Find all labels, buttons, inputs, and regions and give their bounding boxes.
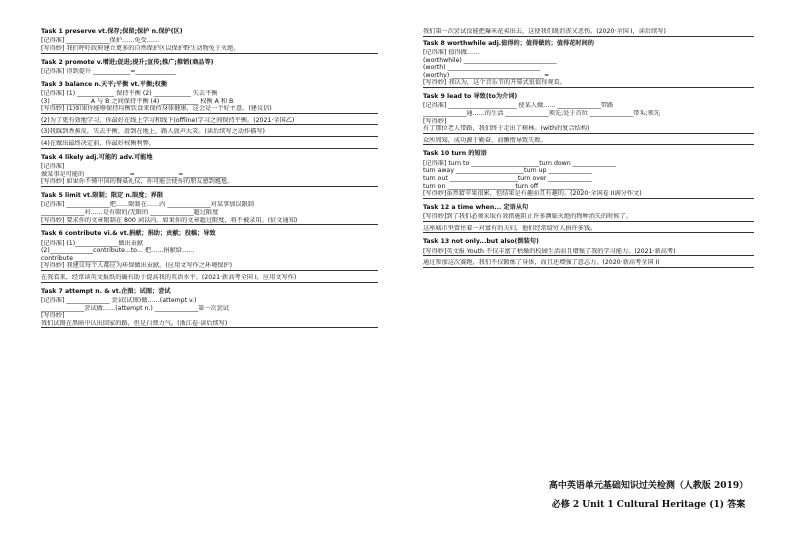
task-4	[41, 154, 378, 187]
task-line: [写得妙]到了我们必须采取有效措施阻止许多濒临灭绝的物种消失的时候了。	[423, 213, 754, 222]
task-line: 做某事是可能的 ______________=______________=______________	[41, 170, 227, 178]
task-title: Task 1 preserve vt.保存;保留;保护 n.保护(区)	[41, 28, 183, 35]
task-line: [记得准] 得到提升 ____________=_____________	[41, 68, 176, 76]
task-line: (worthwhile) ______________________________	[423, 56, 557, 64]
task-line: 通过参加这次赛跑，我们不仅锻炼了身体，而且还增强了意志力。(2020·新高考全国 I)	[423, 259, 754, 268]
task-12	[423, 204, 754, 234]
task-7	[41, 288, 378, 329]
task-title: Task 13 not only...but also(倒装句)	[423, 238, 539, 246]
task-line: [记得准] ______________________ 使某人做…… ______________带路	[423, 102, 614, 110]
task-line: [写得妙] 我建议每个人都应为环保做出贡献。(应用文写作之环境保护)	[41, 262, 378, 271]
document-subtitle: 必修 2 Unit 1 Cultural Heritage (1) 答案	[551, 499, 746, 510]
task-line: [记得准] ______________把……限制在……内 ______________对某事加以限制	[41, 201, 254, 209]
task-line: [写得妙] 我认为，这个音乐节的开幕式很值得观看。	[423, 79, 754, 88]
task-line: (worthy) ______________________________=	[423, 71, 550, 79]
task-line: 在我看来，经常读英文报纸的确有助于提高我的英语水平。(2021·新高考全国 I，应用文写作)	[41, 274, 378, 283]
task-title: Task 7 attempt n. & vt.企图；试图；尝试	[41, 287, 171, 295]
task-line: [写得妙] 如果你不懂中国的餐桌礼仪，你可能会使你的朋友感到尴尬。	[41, 178, 378, 187]
task-line: 有了那位老人带路，我们终于走出了树林。(with的复合结构)	[423, 125, 754, 134]
task-line: (3)我踩到香蕉皮，失去平衡，滑到在地上，路人放声大笑。(读后续写之动作描写)	[41, 128, 378, 137]
task-title: Task 9 lead to 导致(to为介词)	[423, 93, 518, 100]
task-line: (2)______________contribute...to... 把……捐献给……	[41, 247, 195, 255]
task-line: ______________尝试做……(attempt n.) ______________第一次尝试	[41, 304, 229, 312]
task-1	[41, 28, 378, 54]
task-title: Task 2 promote v.增进;促进;提升;宣传;推广;推销(商品等)	[41, 58, 214, 66]
answer-title-block	[423, 481, 754, 511]
task-title: Task 12 a time when... 定语从句	[423, 203, 529, 211]
task-line: 这座城市里曾住着一对富有的夫妇，他们经常给穷人捐许多钱。	[423, 225, 754, 234]
task-8	[423, 40, 754, 88]
task-line: (worth) ______________________________	[423, 64, 541, 72]
task-line: [记得准] turn to ______________________turn down ______________	[423, 159, 616, 167]
task-line: [写得妙]	[423, 117, 447, 125]
task-line: [写得妙] (1)如果你能够保持均衡饮食来保持身体健康，这会是一个好主意。(建议信)	[41, 105, 378, 114]
task-line: 众所周知，成功源于勤奋，而懒惰导致失败。	[423, 137, 754, 146]
task-title: Task 6 contribute vi.& vt.捐献；捐助；贡献；投稿；导致	[41, 230, 216, 238]
task-line: (2)为了更有效地学习，你最好在线上学习和线下(offline)学习之间保持平衡。(2021·全国乙)	[41, 117, 378, 126]
task-line: (4)在做出最终决定前，你最好权衡利弊。	[41, 140, 378, 149]
task-line: [记得准] ______________保护……免受……	[41, 37, 160, 45]
task-title: Task 8 worthwhile adj.值得的；值得做的；值得花时间的	[423, 39, 594, 47]
task-line: [写得妙]英文报 Youth 不仅丰富了枯燥的校园生活而且增强了我的学习能力。(2021·新高考)	[423, 248, 754, 257]
task-line: ______________对……是有限的/无限的 ______________超过限度	[41, 208, 219, 216]
task-9	[423, 93, 754, 145]
task-line: [记得准] (1)______________做出贡献	[41, 239, 144, 247]
task-line: turn on ______________________turn off ______________	[423, 182, 584, 190]
task-line: [写得妙]虽然猜苹果很累，但结果是有趣而且有趣的。(2020·全国卷 II满分作文)	[423, 190, 754, 199]
task-title: Task 10 turn 的短语	[423, 150, 487, 158]
task-line: 我们试图在黑暗中认出回家的路，但是白费力气。(浙江卷·读后续写)	[41, 320, 378, 329]
task-line: ______________通……的生活 ______________领先;处于首位 ______________带头;领先	[423, 110, 661, 118]
task-title: Task 5 limit vt.限制；限定 n.限度；界限	[41, 191, 164, 199]
task-line: [记得准] ______________ 尝试(试图)做……(attempt v.)	[41, 296, 197, 304]
task-13	[423, 238, 754, 268]
intro-line: 我们第一次尝试没能把爆米花卖出去，这使我们既沮丧又悲伤。(2020·全国 I，读后续写)	[423, 28, 754, 37]
task-line: (3) ____________ A 与 B 之间保持平衡 (4) ____________ 权衡 A 和 B	[41, 97, 234, 105]
task-line: [写得妙] 要求你的文章限制在 800 词以内。如果你的文章超过限度，将不被录用。(征文通知)	[41, 217, 378, 226]
document-title: 高中英语单元基础知识过关检测（人教版 2019）	[548, 481, 749, 491]
task-title: Task 3 balance n.天平;平衡 vt.平衡;权衡	[41, 80, 168, 88]
task-line: turn out ______________________turn over ______________	[423, 175, 592, 183]
task-3	[41, 81, 378, 149]
task-line: [记得准] 值得做……	[423, 49, 480, 57]
task-title: Task 4 likely adj.可能的 adv.可能地	[41, 153, 153, 161]
task-line: [记得准]	[41, 163, 65, 171]
left-column	[41, 28, 378, 333]
task-line: [写得妙] 我们呼吁政府建立更多的自然保护区以保护野生动物免于灭绝。	[41, 45, 378, 54]
task-line: [记得准] (1) ____________ 保持平衡 (2) ____________ 失去平衡	[41, 90, 218, 98]
task-line: turn away ______________________turn up ______________	[423, 167, 592, 175]
right-column	[423, 28, 754, 273]
task-6	[41, 230, 378, 282]
task-5	[41, 192, 378, 225]
task-2	[41, 59, 378, 76]
task-line: contribute ______________	[41, 254, 119, 262]
task-10	[423, 150, 754, 198]
task-line: [写得妙]	[41, 312, 65, 320]
